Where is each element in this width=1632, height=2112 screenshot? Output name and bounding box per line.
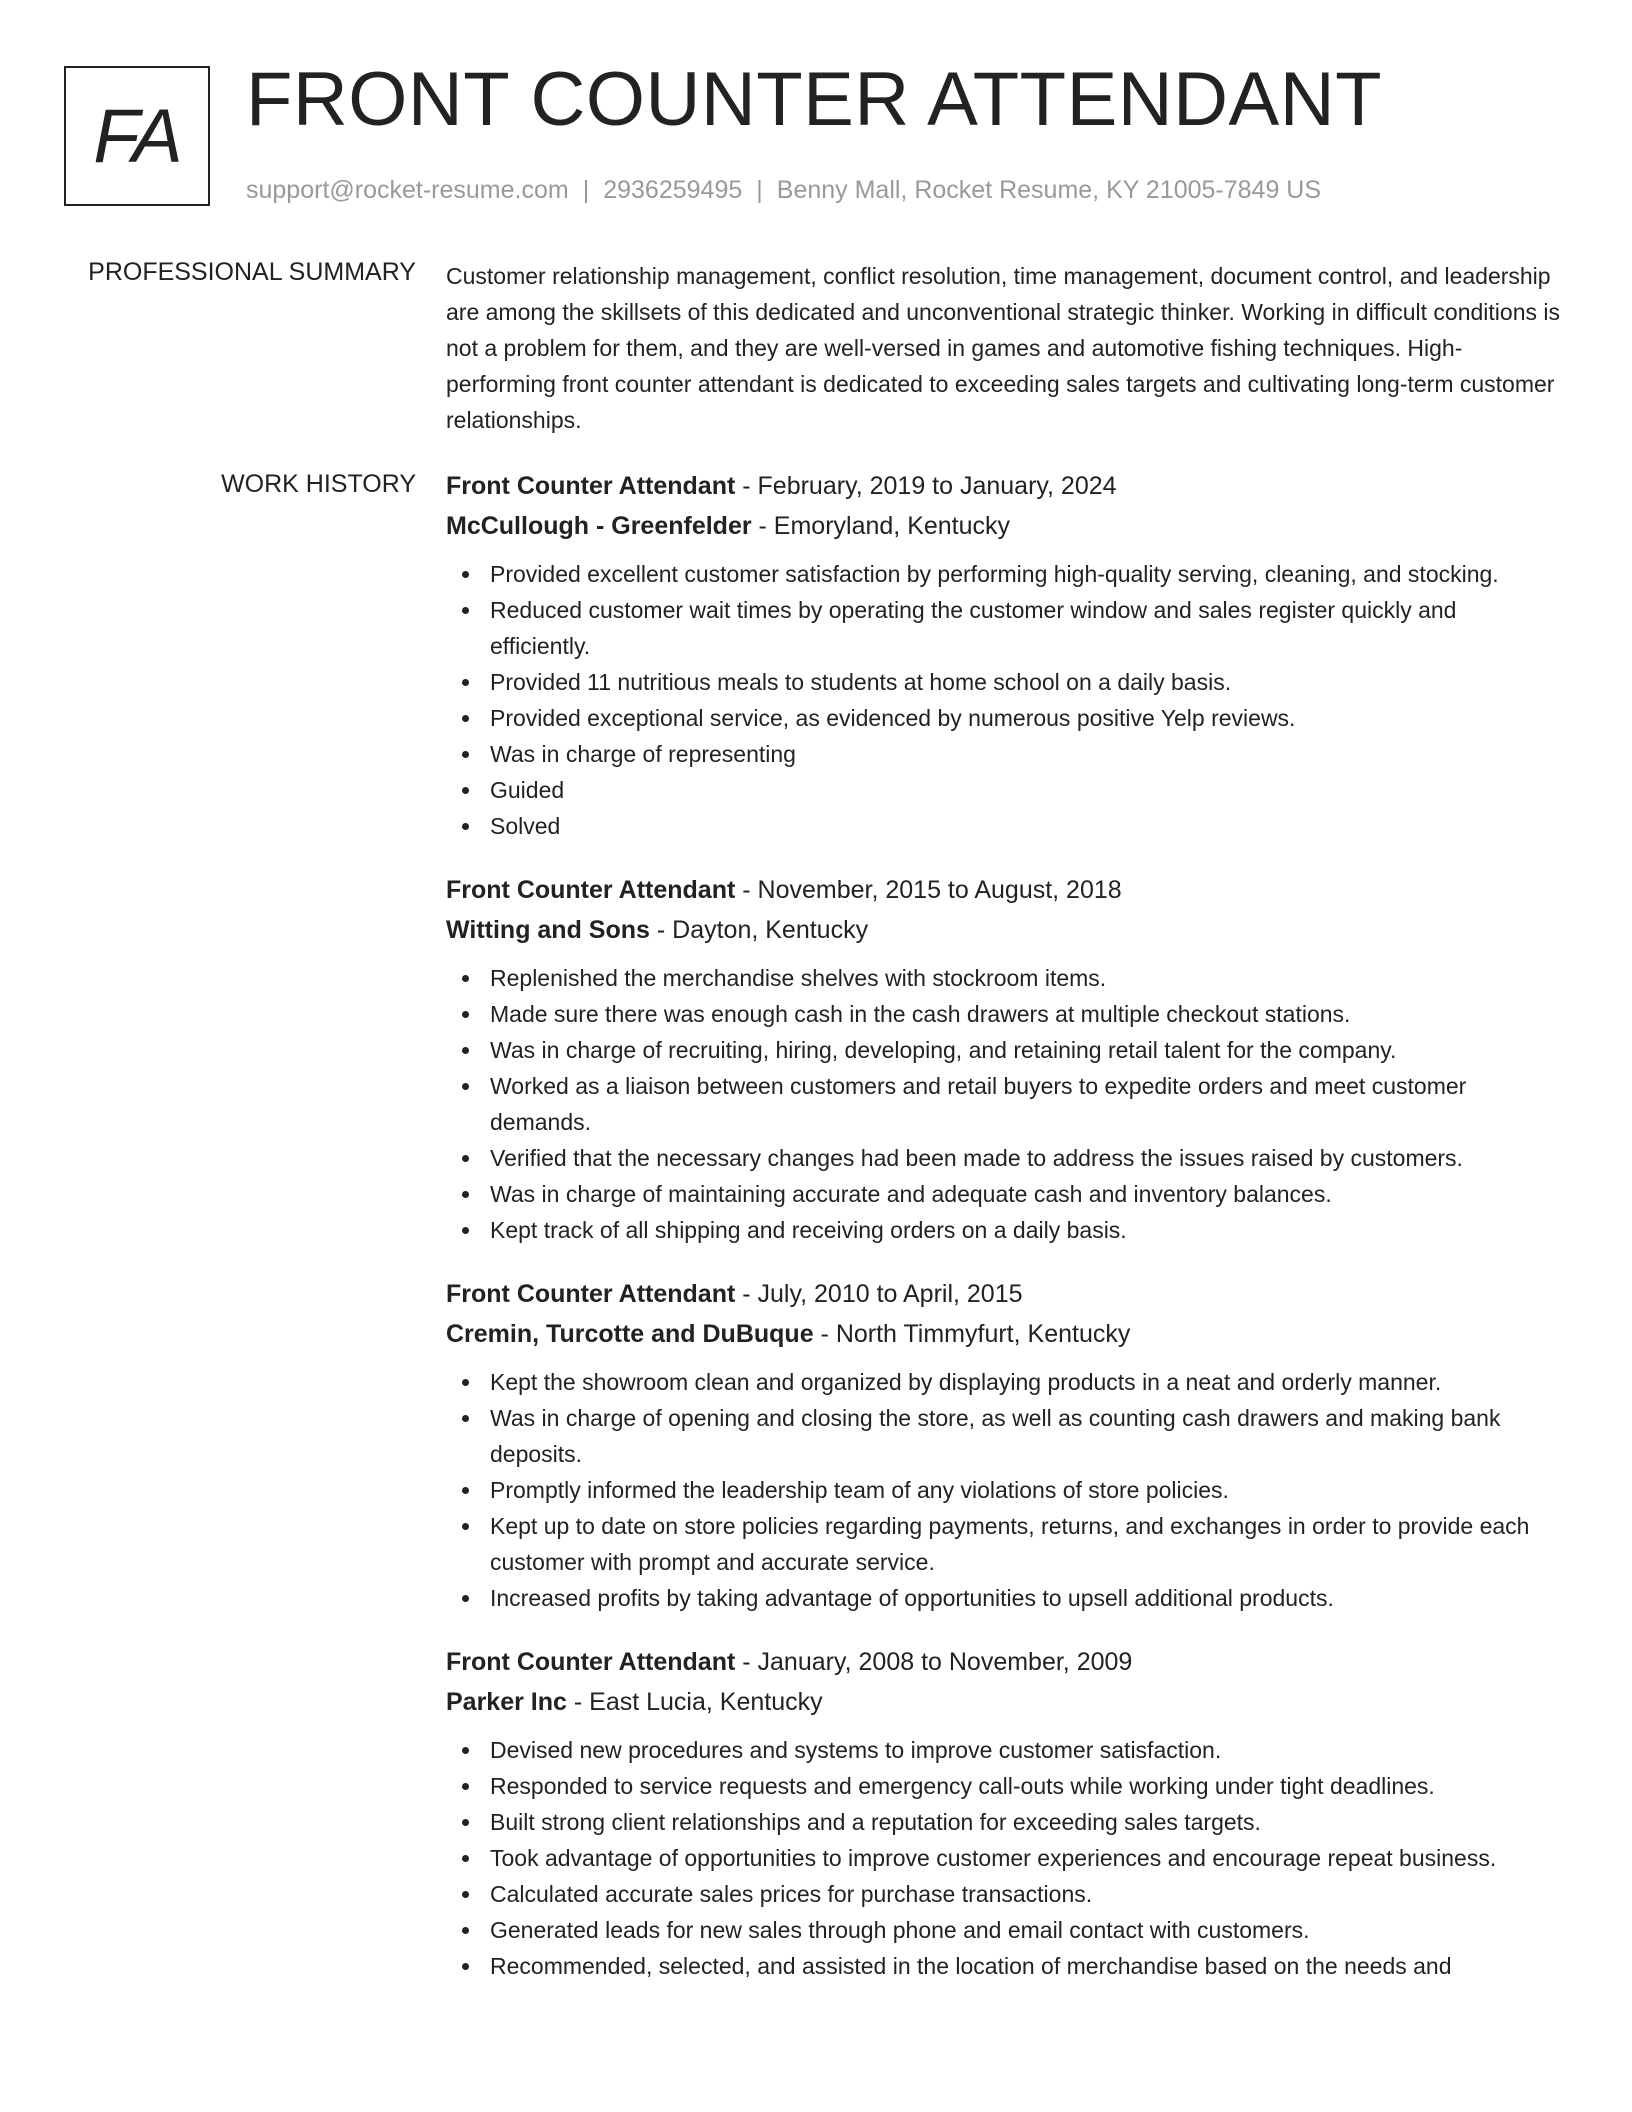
job-bullet: Built strong client relationships and a reputation for exceeding sales targets. [446, 1804, 1561, 1840]
job-company-line [446, 506, 1561, 546]
summary-section [446, 258, 1561, 438]
job-title-line [446, 1274, 1561, 1314]
job-bullet: Provided exceptional service, as evidenced by numerous positive Yelp reviews. [446, 700, 1561, 736]
contact-separator: | [582, 176, 590, 204]
job-bullet: Provided 11 nutritious meals to students at home school on a daily basis. [446, 664, 1561, 700]
job-entry [446, 870, 1561, 1248]
job-bullet-list [446, 556, 1561, 844]
job-bullet: Verified that the necessary changes had been made to address the issues raised by customers. [446, 1140, 1561, 1176]
job-title: Front Counter Attendant [446, 472, 736, 500]
resume-title: FRONT COUNTER ATTENDANT [246, 57, 1383, 142]
job-bullet: Calculated accurate sales prices for purchase transactions. [446, 1876, 1561, 1912]
job-location: - East Lucia, Kentucky [566, 1688, 823, 1716]
job-dates: - July, 2010 to April, 2015 [735, 1280, 1023, 1308]
job-company-line [446, 1682, 1561, 1722]
job-location: - Emoryland, Kentucky [751, 512, 1011, 540]
contact-address: Benny Mall, Rocket Resume, KY 21005-7849 US [776, 176, 1322, 204]
job-entry [446, 1274, 1561, 1616]
work-history-section-label: WORK HISTORY [221, 470, 416, 498]
job-bullet: Was in charge of opening and closing the store, as well as counting cash drawers and making bank deposits. [446, 1400, 1561, 1472]
job-bullet: Worked as a liaison between customers and retail buyers to expedite orders and meet customer demands. [446, 1068, 1561, 1140]
job-bullet: Promptly informed the leadership team of any violations of store policies. [446, 1472, 1561, 1508]
job-entry [446, 1642, 1561, 1984]
job-company-line [446, 1314, 1561, 1354]
job-location: - North Timmyfurt, Kentucky [813, 1320, 1131, 1348]
job-bullet: Was in charge of recruiting, hiring, developing, and retaining retail talent for the company. [446, 1032, 1561, 1068]
job-bullet: Was in charge of maintaining accurate and adequate cash and inventory balances. [446, 1176, 1561, 1212]
job-bullet: Replenished the merchandise shelves with stockroom items. [446, 960, 1561, 996]
job-dates: - November, 2015 to August, 2018 [735, 876, 1122, 904]
job-location: - Dayton, Kentucky [649, 916, 869, 944]
job-bullet: Recommended, selected, and assisted in the location of merchandise based on the needs and [446, 1948, 1561, 1984]
job-bullet: Took advantage of opportunities to improve customer experiences and encourage repeat business. [446, 1840, 1561, 1876]
contact-email: support@rocket-resume.com [246, 176, 569, 204]
job-title-line [446, 1642, 1561, 1682]
summary-text: Customer relationship management, conflict resolution, time management, document control, and leadership are among the skillsets of this dedicated and unconventional strategic thinker. Working in difficult conditions is not a problem for them, and they are well-versed in games and automotive fishing techniques. High-performing front counter attendant is dedicated to exceeding sales targets and cultivating long-term customer relationships. [446, 263, 1560, 433]
job-dates: - February, 2019 to January, 2024 [735, 472, 1117, 500]
contact-separator: | [756, 176, 763, 204]
monogram-initials: FA [93, 93, 181, 179]
job-title-line [446, 870, 1561, 910]
job-company-line [446, 910, 1561, 950]
job-bullet-list [446, 960, 1561, 1248]
job-bullet: Kept up to date on store policies regarding payments, returns, and exchanges in order to provide each customer with prompt and accurate service. [446, 1508, 1561, 1580]
job-title: Front Counter Attendant [446, 1280, 736, 1308]
job-bullet: Kept the showroom clean and organized by displaying products in a neat and orderly manner. [446, 1364, 1561, 1400]
job-bullet: Devised new procedures and systems to improve customer satisfaction. [446, 1732, 1561, 1768]
contact-line [246, 176, 1321, 205]
job-bullet: Guided [446, 772, 1561, 808]
job-bullet: Was in charge of representing [446, 736, 1561, 772]
job-title: Front Counter Attendant [446, 876, 736, 904]
job-bullet-list [446, 1364, 1561, 1616]
job-bullet: Reduced customer wait times by operating the customer window and sales register quickly and efficiently. [446, 592, 1561, 664]
job-bullet: Responded to service requests and emergency call-outs while working under tight deadlines. [446, 1768, 1561, 1804]
job-title: Front Counter Attendant [446, 1648, 736, 1676]
job-company: McCullough - Greenfelder [446, 512, 752, 540]
work-history-section [446, 466, 1561, 2010]
job-company: Cremin, Turcotte and DuBuque [446, 1320, 814, 1348]
job-bullet: Generated leads for new sales through phone and email contact with customers. [446, 1912, 1561, 1948]
job-company: Witting and Sons [446, 916, 650, 944]
job-bullet: Made sure there was enough cash in the cash drawers at multiple checkout stations. [446, 996, 1561, 1032]
job-bullet: Solved [446, 808, 1561, 844]
job-bullet: Provided excellent customer satisfaction by performing high-quality serving, cleaning, and stocking. [446, 556, 1561, 592]
summary-section-label: PROFESSIONAL SUMMARY [88, 258, 416, 286]
job-title-line [446, 466, 1561, 506]
job-bullet-list [446, 1732, 1561, 1984]
monogram-box [64, 66, 210, 206]
job-entry [446, 466, 1561, 844]
contact-phone: 2936259495 [603, 176, 743, 204]
job-dates: - January, 2008 to November, 2009 [735, 1648, 1133, 1676]
job-company: Parker Inc [446, 1688, 567, 1716]
job-bullet: Increased profits by taking advantage of opportunities to upsell additional products. [446, 1580, 1561, 1616]
job-bullet: Kept track of all shipping and receiving orders on a daily basis. [446, 1212, 1561, 1248]
